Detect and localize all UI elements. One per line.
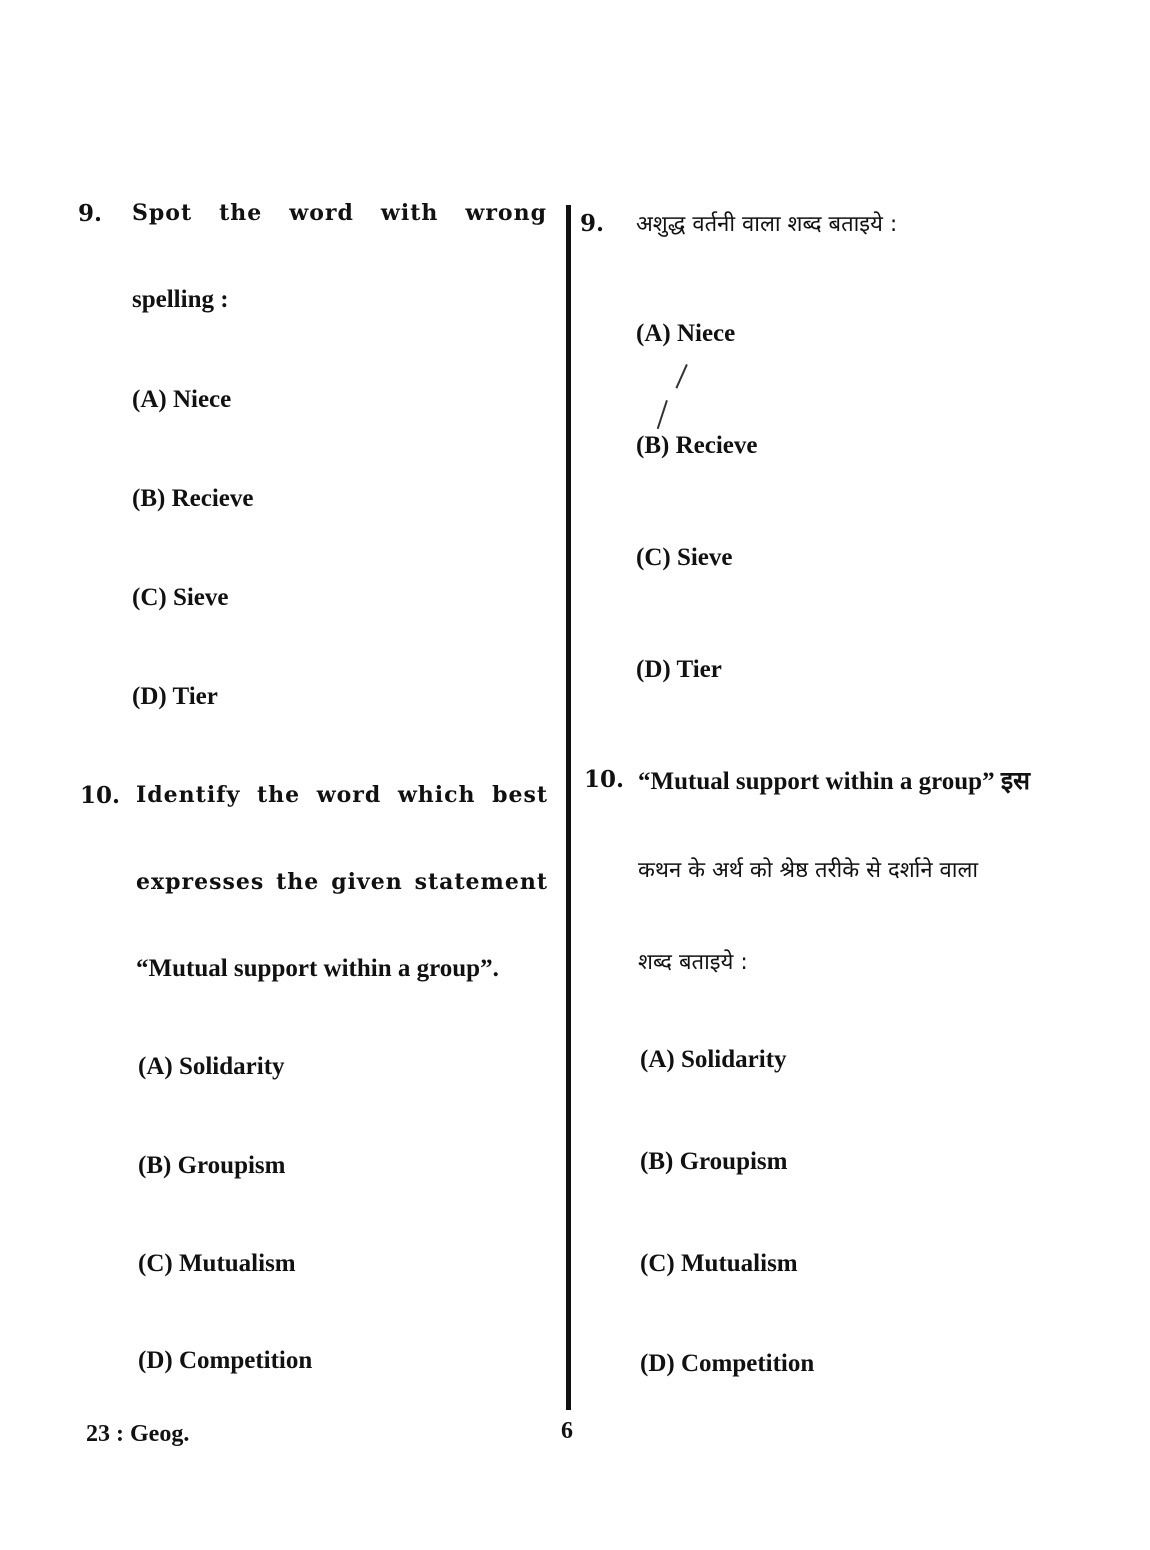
right-q10-option-b: (B) Groupism: [640, 1148, 788, 1175]
left-q10-option-d: (D) Competition: [138, 1347, 313, 1374]
left-q10-stem-line2: [136, 869, 548, 895]
right-q10-stem-line1: “Mutual support within a group” इस: [638, 768, 1030, 795]
word: Identify: [136, 782, 241, 808]
right-q10-number: 10.: [584, 766, 625, 793]
word: wrong: [465, 200, 547, 226]
word: given: [331, 869, 403, 895]
word: the: [256, 782, 301, 808]
pen-mark: [675, 364, 687, 388]
right-q10-stem-line2: कथन के अर्थ को श्रेष्ठ तरीके से दर्शाने वाला: [638, 858, 979, 883]
right-q9-number: 9.: [580, 210, 605, 237]
word: statement: [414, 869, 548, 895]
right-q9-option-a: (A) Niece: [636, 320, 736, 347]
right-q10-option-d: (D) Competition: [640, 1350, 815, 1377]
word: best: [492, 782, 548, 808]
left-q10-stem-line1: [136, 782, 548, 808]
word: which: [397, 782, 476, 808]
right-q9-option-d: (D) Tier: [636, 656, 722, 683]
word: expresses: [136, 869, 265, 895]
word: word: [316, 782, 382, 808]
left-q10-option-b: (B) Groupism: [138, 1152, 286, 1179]
word: word: [289, 200, 354, 226]
column-divider: [566, 205, 571, 1410]
pen-mark: [657, 400, 668, 429]
left-q10-number: 10.: [80, 782, 121, 809]
left-q9-option-c: (C) Sieve: [132, 584, 229, 611]
right-q9-option-c: (C) Sieve: [636, 544, 733, 571]
left-q9-stem-line2: spelling :: [132, 286, 229, 313]
right-q10-option-c: (C) Mutualism: [640, 1250, 798, 1277]
word: Spot: [132, 200, 193, 226]
left-q10-option-a: (A) Solidarity: [138, 1053, 285, 1080]
page-number: 6: [561, 1418, 573, 1444]
word: with: [380, 200, 439, 226]
left-q9-option-b: (B) Recieve: [132, 485, 254, 512]
left-q10-option-c: (C) Mutualism: [138, 1250, 296, 1277]
right-q9-stem: अशुद्ध वर्तनी वाला शब्द बताइये :: [636, 212, 898, 237]
right-q9-option-b: (B) Recieve: [636, 432, 758, 459]
left-q9-stem-line1: [132, 200, 547, 226]
right-q10-stem-line3: शब्द बताइये :: [638, 950, 748, 975]
right-q10-option-a: (A) Solidarity: [640, 1046, 787, 1073]
paper-code: 23 : Geog.: [86, 1421, 190, 1447]
left-q9-number: 9.: [78, 200, 103, 227]
left-q10-stem-line3: “Mutual support within a group”.: [136, 955, 499, 982]
left-q9-option-d: (D) Tier: [132, 683, 218, 710]
word: the: [276, 869, 320, 895]
word: the: [219, 200, 263, 226]
left-q9-option-a: (A) Niece: [132, 386, 232, 413]
